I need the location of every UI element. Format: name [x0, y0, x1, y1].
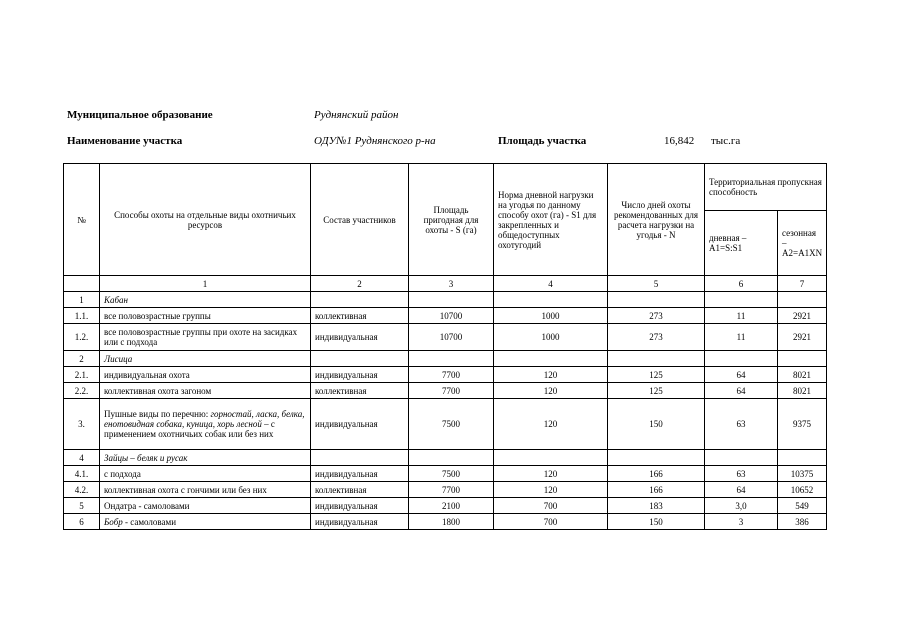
row-daily-capacity: 11	[705, 308, 778, 324]
row-method: все половозрастные группы при охоте на засидках или с подхода	[100, 324, 311, 351]
site-area-label: Площадь участка	[498, 135, 587, 147]
row-norm: 1000	[494, 324, 608, 351]
column-number: 1	[100, 276, 311, 292]
row-participants: индивидуальная	[311, 399, 409, 450]
col-header-capacity: Территориальная пропускная способность	[705, 164, 827, 211]
row-days	[608, 292, 705, 308]
row-participants	[311, 351, 409, 367]
row-method-species: горностай, ласка, белка, енотовидная собака, куница, хорь лесной	[104, 409, 305, 429]
column-number: 5	[608, 276, 705, 292]
row-area: 7700	[409, 482, 494, 498]
row-area: 1800	[409, 514, 494, 530]
row-seasonal-capacity: 386	[778, 514, 827, 530]
row-number: 2.1.	[64, 367, 100, 383]
table-row	[64, 351, 827, 367]
table-row	[64, 383, 827, 399]
row-norm: 120	[494, 482, 608, 498]
row-days: 166	[608, 482, 705, 498]
row-number: 3.	[64, 399, 100, 450]
municipality-label: Муниципальное образование	[67, 109, 213, 121]
row-daily-capacity: 3,0	[705, 498, 778, 514]
col-header-methods: Способы охоты на отдельные виды охотничьих ресурсов	[100, 164, 311, 276]
row-area: 10700	[409, 308, 494, 324]
row-number: 4.1.	[64, 466, 100, 482]
row-norm	[494, 450, 608, 466]
row-days: 125	[608, 383, 705, 399]
row-area: 7500	[409, 399, 494, 450]
row-daily-capacity: 63	[705, 399, 778, 450]
column-number: 2	[311, 276, 409, 292]
row-seasonal-capacity	[778, 351, 827, 367]
row-number: 1.1.	[64, 308, 100, 324]
row-days: 273	[608, 308, 705, 324]
row-number: 4	[64, 450, 100, 466]
row-area: 7500	[409, 466, 494, 482]
row-participants: коллективная	[311, 482, 409, 498]
column-number-empty	[64, 276, 100, 292]
row-daily-capacity	[705, 351, 778, 367]
column-number: 3	[409, 276, 494, 292]
row-method-text: – с применением охотничьих собак или без них	[104, 419, 275, 439]
row-method: Ондатра - самоловами	[100, 498, 311, 514]
row-method-text: Пушные виды по перечню:	[104, 409, 211, 419]
row-seasonal-capacity: 8021	[778, 367, 827, 383]
row-days	[608, 450, 705, 466]
row-method: коллективная охота с гончими или без них	[100, 482, 311, 498]
row-participants: индивидуальная	[311, 324, 409, 351]
hunting-capacity-table	[63, 163, 827, 530]
row-days	[608, 351, 705, 367]
row-area: 2100	[409, 498, 494, 514]
column-number: 4	[494, 276, 608, 292]
row-method: Лисица	[100, 351, 311, 367]
row-area: 10700	[409, 324, 494, 351]
row-days: 150	[608, 514, 705, 530]
row-area	[409, 292, 494, 308]
row-daily-capacity: 64	[705, 482, 778, 498]
col-header-participants: Состав участников	[311, 164, 409, 276]
column-number: 6	[705, 276, 778, 292]
row-norm: 120	[494, 367, 608, 383]
table-row	[64, 308, 827, 324]
table-row	[64, 399, 827, 450]
row-method-text: - самоловами	[122, 516, 177, 527]
row-daily-capacity: 3	[705, 514, 778, 530]
row-daily-capacity: 11	[705, 324, 778, 351]
row-method	[100, 399, 311, 450]
row-seasonal-capacity: 10652	[778, 482, 827, 498]
row-daily-capacity: 64	[705, 367, 778, 383]
row-days: 273	[608, 324, 705, 351]
row-participants: коллективная	[311, 383, 409, 399]
row-seasonal-capacity: 549	[778, 498, 827, 514]
row-method: Кабан	[100, 292, 311, 308]
row-area	[409, 351, 494, 367]
row-method: все половозрастные группы	[100, 308, 311, 324]
row-norm: 700	[494, 514, 608, 530]
column-number: 7	[778, 276, 827, 292]
site-area-unit: тыс.га	[711, 135, 741, 147]
row-method: коллективная охота загоном	[100, 383, 311, 399]
table-row	[64, 450, 827, 466]
table-row	[64, 514, 827, 530]
row-days: 166	[608, 466, 705, 482]
row-seasonal-capacity	[778, 292, 827, 308]
row-norm: 700	[494, 498, 608, 514]
site-area-value: 16,842	[664, 135, 695, 147]
row-number: 5	[64, 498, 100, 514]
row-seasonal-capacity: 2921	[778, 308, 827, 324]
row-daily-capacity	[705, 450, 778, 466]
row-norm: 1000	[494, 308, 608, 324]
row-participants: индивидуальная	[311, 498, 409, 514]
row-participants	[311, 450, 409, 466]
col-header-seasonal: сезонная – А2=А1ХN	[778, 211, 827, 276]
row-daily-capacity: 64	[705, 383, 778, 399]
row-daily-capacity: 63	[705, 466, 778, 482]
municipality-value: Руднянский район	[314, 109, 399, 121]
row-seasonal-capacity: 8021	[778, 383, 827, 399]
row-method	[100, 514, 311, 530]
row-method: с подхода	[100, 466, 311, 482]
row-participants: коллективная	[311, 308, 409, 324]
col-header-norm: Норма дневной нагрузки на угодья по данному способу охот (га) - S1 для закрепленных и общедоступных охотугодий	[494, 164, 608, 276]
col-header-days: Число дней охоты рекомендованных для расчета нагрузки на угодья - N	[608, 164, 705, 276]
row-method-species: Бобр	[104, 516, 123, 527]
row-norm	[494, 351, 608, 367]
row-norm: 120	[494, 399, 608, 450]
row-participants	[311, 292, 409, 308]
row-number: 1	[64, 292, 100, 308]
row-participants: индивидуальная	[311, 514, 409, 530]
table-row	[64, 482, 827, 498]
row-days: 125	[608, 367, 705, 383]
table-row	[64, 292, 827, 308]
row-number: 2	[64, 351, 100, 367]
table-row	[64, 498, 827, 514]
col-header-daily: дневная – А1=S:S1	[705, 211, 778, 276]
row-method: Зайцы – беляк и русак	[100, 450, 311, 466]
row-number: 4.2.	[64, 482, 100, 498]
row-number: 1.2.	[64, 324, 100, 351]
row-number: 2.2.	[64, 383, 100, 399]
row-seasonal-capacity	[778, 450, 827, 466]
site-name-value: ОДУ№1 Руднянского р-на	[314, 135, 436, 147]
site-name-label: Наименование участка	[67, 135, 183, 147]
col-header-no: №	[64, 164, 100, 276]
row-norm: 120	[494, 466, 608, 482]
col-header-area: Площадь пригодная для охоты - S (га)	[409, 164, 494, 276]
row-days: 150	[608, 399, 705, 450]
table-row	[64, 324, 827, 351]
row-area: 7700	[409, 383, 494, 399]
row-seasonal-capacity: 9375	[778, 399, 827, 450]
table-row	[64, 367, 827, 383]
row-daily-capacity	[705, 292, 778, 308]
row-area	[409, 450, 494, 466]
row-participants: индивидуальная	[311, 466, 409, 482]
row-number: 6	[64, 514, 100, 530]
row-norm	[494, 292, 608, 308]
row-seasonal-capacity: 10375	[778, 466, 827, 482]
row-participants: индивидуальная	[311, 367, 409, 383]
row-days: 183	[608, 498, 705, 514]
table-row	[64, 466, 827, 482]
row-area: 7700	[409, 367, 494, 383]
row-method: индивидуальная охота	[100, 367, 311, 383]
row-seasonal-capacity: 2921	[778, 324, 827, 351]
row-norm: 120	[494, 383, 608, 399]
